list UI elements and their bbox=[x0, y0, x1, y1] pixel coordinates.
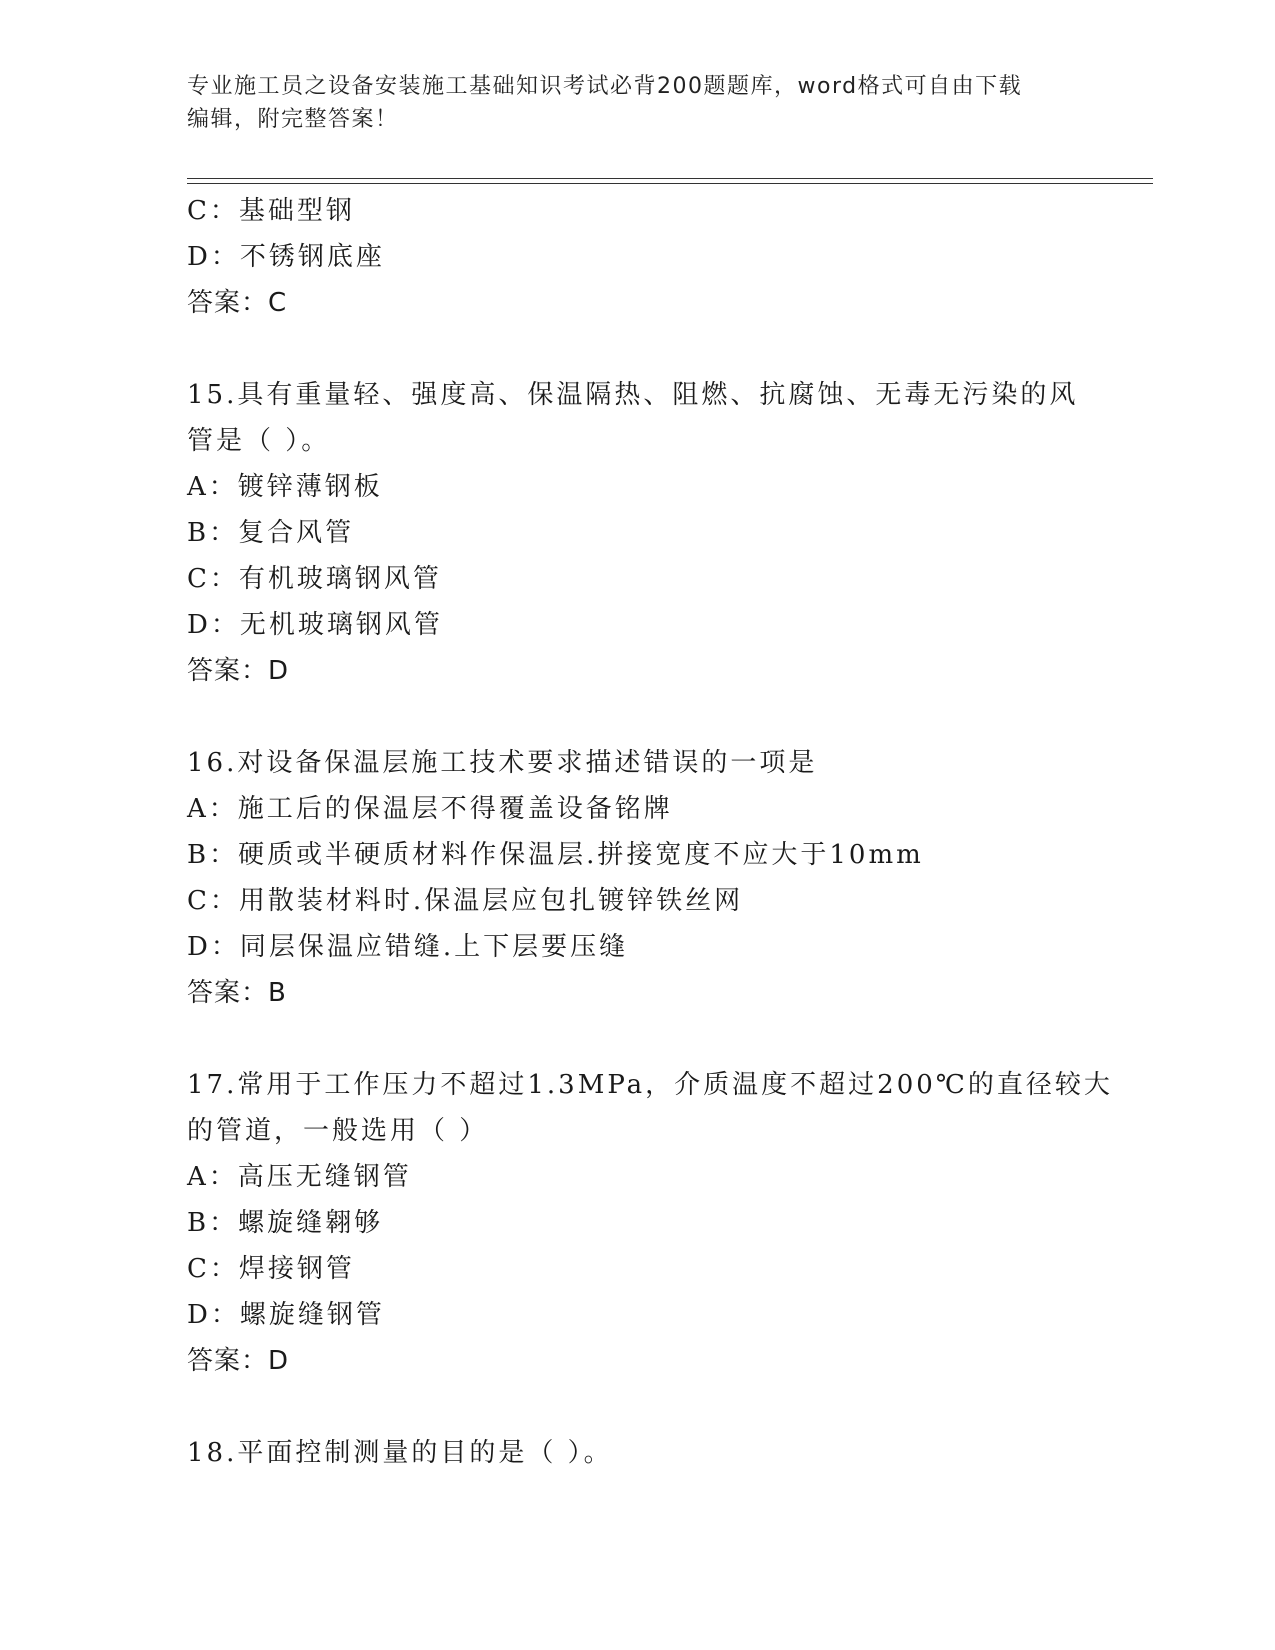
option-a: A：施工后的保温层不得覆盖设备铭牌 bbox=[187, 794, 673, 824]
option-d: D：螺旋缝钢管 bbox=[187, 1300, 385, 1330]
question-18 bbox=[187, 1430, 1087, 1476]
spacer bbox=[187, 1384, 1087, 1430]
answer-line: 答案：C bbox=[187, 288, 288, 318]
option-b: B：复合风管 bbox=[187, 518, 355, 548]
answer-line: 答案：B bbox=[187, 978, 287, 1008]
question-stem: 18.平面控制测量的目的是（ ）。 bbox=[187, 1438, 613, 1468]
header-divider-bottom bbox=[187, 183, 1153, 184]
option-c: C：基础型钢 bbox=[187, 196, 355, 226]
answer-line: 答案：D bbox=[187, 656, 290, 686]
question-stem-continued: 的管道，一般选用（ ） bbox=[187, 1116, 489, 1146]
option-b: B：硬质或半硬质材料作保温层.拼接宽度不应大于10mm bbox=[187, 840, 924, 870]
option-b: B：螺旋缝翱够 bbox=[187, 1208, 384, 1238]
spacer bbox=[187, 694, 1087, 740]
spacer bbox=[187, 1016, 1087, 1062]
question-15 bbox=[187, 372, 1087, 694]
option-c: C：有机玻璃钢风管 bbox=[187, 564, 442, 594]
question-stem: 16.对设备保温层施工技术要求描述错误的一项是 bbox=[187, 748, 818, 778]
question-16 bbox=[187, 740, 1087, 1016]
question-stem: 15.具有重量轻、强度高、保温隔热、阻燃、抗腐蚀、无毒无污染的风 bbox=[187, 380, 1079, 410]
option-a: A：镀锌薄钢板 bbox=[187, 472, 383, 502]
option-d: D：不锈钢底座 bbox=[187, 242, 385, 272]
option-d: D：无机玻璃钢风管 bbox=[187, 610, 443, 640]
answer-line: 答案：D bbox=[187, 1346, 290, 1376]
option-a: A：高压无缝钢管 bbox=[187, 1162, 412, 1192]
option-c: C：用散装材料时.保温层应包扎镀锌铁丝网 bbox=[187, 886, 744, 916]
question-stem: 17.常用于工作压力不超过1.3MPa，介质温度不超过200℃的直径较大 bbox=[187, 1070, 1113, 1100]
spacer bbox=[187, 326, 1087, 372]
header-title-line-2: 编辑，附完整答案！ bbox=[187, 107, 399, 132]
question-14-tail bbox=[187, 188, 1087, 326]
header-title-line-1: 专业施工员之设备安装施工基础知识考试必背200题题库，word格式可自由下载 bbox=[187, 74, 1023, 99]
option-c: C：焊接钢管 bbox=[187, 1254, 355, 1284]
header-divider-top bbox=[187, 178, 1153, 179]
option-d: D：同层保温应错缝.上下层要压缝 bbox=[187, 932, 629, 962]
question-17 bbox=[187, 1062, 1113, 1384]
question-list bbox=[187, 188, 1113, 1476]
question-stem-continued: 管是（ ）。 bbox=[187, 426, 331, 456]
page-header bbox=[187, 70, 1087, 136]
